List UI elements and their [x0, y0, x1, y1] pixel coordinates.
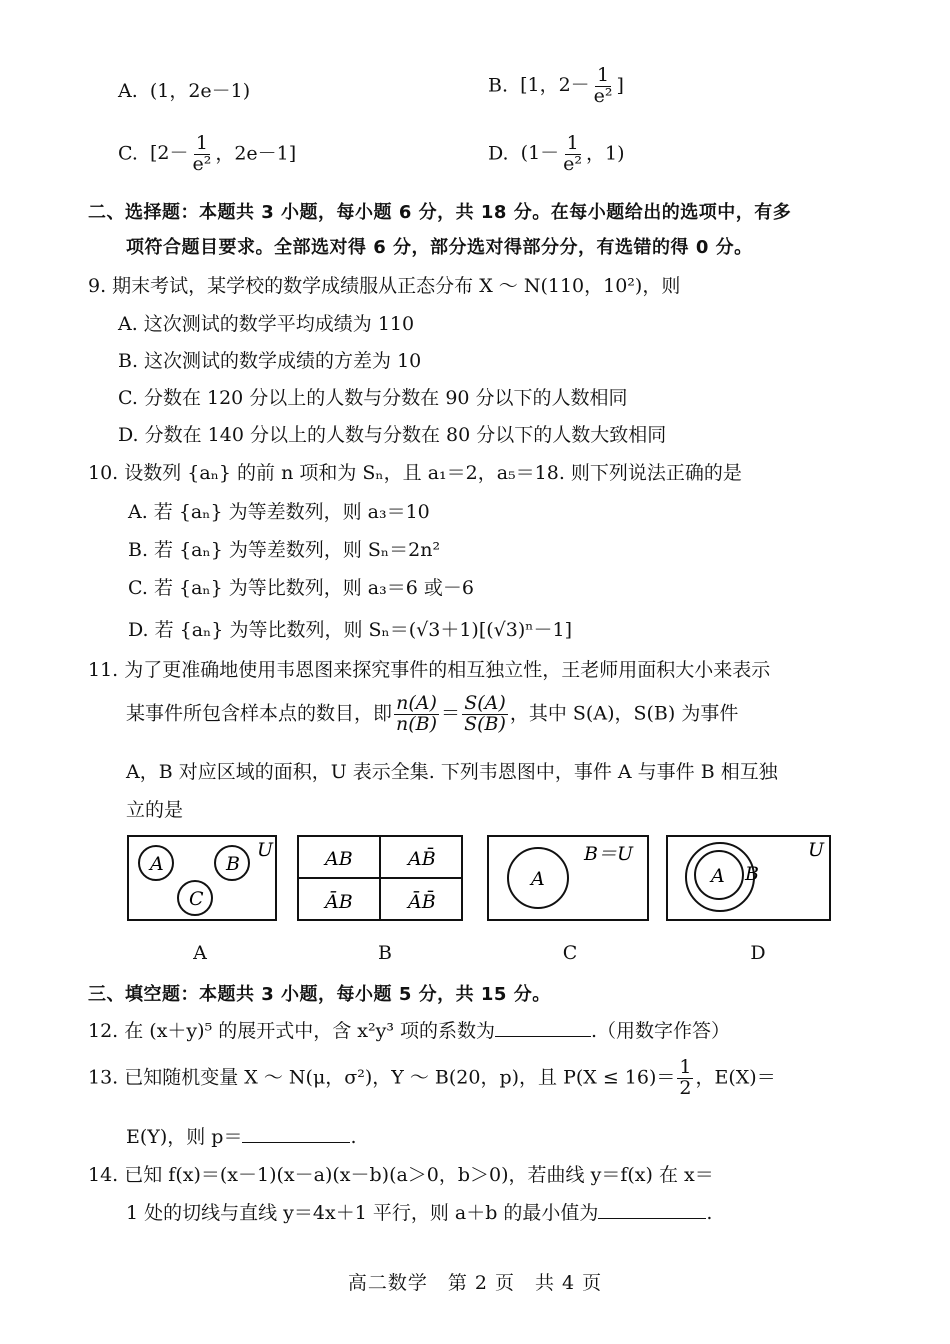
figure-caption-c: C — [562, 942, 578, 964]
venn-a-circle2-label: B — [226, 853, 240, 875]
q12-text: 12. 在 (x＋y)⁵ 的展开式中，含 x²y³ 项的系数为 — [88, 1020, 495, 1042]
option-text-end: ，2e－1] — [215, 142, 297, 165]
q14-line2-end: . — [706, 1202, 713, 1224]
venn-b-cell-bl: ĀB — [325, 891, 353, 913]
option-text: [1，2－ — [520, 74, 590, 97]
option-text: (1－ — [520, 142, 560, 165]
option-label: C. — [118, 142, 138, 165]
q9-option-d: D. 分数在 140 分以上的人数与分数在 80 分以下的人数大致相同 — [118, 424, 667, 446]
option-label: D. — [488, 142, 509, 165]
q8-option-c — [118, 134, 296, 175]
option-label: B. — [488, 74, 509, 97]
q11-line2 — [126, 694, 738, 735]
option-fraction: $\frac{1}{\text{e²}}$ — [192, 132, 212, 175]
option-fraction: $\frac{1}{\text{e²}}$ — [593, 64, 613, 107]
page-footer: 高二数学 第 2 页 共 4 页 — [347, 1272, 603, 1294]
venn-figure-c — [488, 836, 648, 920]
venn-b-cell-tr: AB̄ — [408, 848, 436, 870]
q13-answer-blank[interactable] — [242, 1141, 350, 1143]
section3-heading: 三、填空题：本题共 3 小题，每小题 5 分，共 15 分。 — [88, 984, 551, 1005]
venn-b-cell-tl: AB — [325, 848, 353, 870]
option-text: (1，2e－1) — [149, 80, 251, 102]
q8-option-a — [118, 76, 250, 103]
q14-line2-text: 1 处的切线与直线 y＝4x＋1 平行，则 a＋b 的最小值为 — [126, 1202, 599, 1224]
q11-line1: 11. 为了更准确地使用韦恩图来探究事件的相互独立性，王老师用面积大小来表示 — [88, 659, 771, 681]
option-text-end: ] — [616, 74, 624, 97]
q9-stem: 9. 期末考试，某学校的数学成绩服从正态分布 X ～ N(110，10²)，则 — [88, 275, 681, 297]
figure-caption-d: D — [750, 942, 766, 964]
q13-line2-text: E(Y)，则 p＝ — [126, 1126, 243, 1148]
venn-c-circle-label: A — [531, 868, 545, 890]
venn-figure-b — [298, 836, 462, 920]
option-label: A. — [118, 80, 138, 102]
section2-heading-line1: 二、选择题：本题共 3 小题，每小题 6 分，共 18 分。在每小题给出的选项中，有多 — [88, 202, 792, 223]
q11-equals: ＝ — [441, 702, 461, 725]
venn-c-universe-label: B＝U — [584, 843, 633, 865]
q13-line1 — [88, 1058, 776, 1099]
q9-option-b: B. 这次测试的数学成绩的方差为 10 — [118, 350, 422, 372]
q10-option-b: B. 若 {aₙ} 为等差数列，则 Sₙ＝2n² — [128, 539, 441, 561]
q11-fraction-n: $\frac{n(A)}{n(B)}$ — [396, 692, 438, 735]
q14-line1: 14. 已知 f(x)＝(x－1)(x－a)(x－b)(a＞0，b＞0)，若曲线 y＝f(x) 在 x＝ — [88, 1164, 714, 1186]
q11-line4: 立的是 — [126, 799, 184, 821]
figure-caption-a: A — [193, 942, 207, 964]
venn-figure-a — [128, 836, 276, 920]
venn-a-circle3-label: C — [189, 888, 204, 910]
q13-text: 13. 已知随机变量 X ～ N(μ，σ²)，Y ～ B(20，p)，且 P(X ≤ 16)＝ — [88, 1066, 676, 1089]
option-fraction: $\frac{1}{\text{e²}}$ — [563, 132, 583, 175]
option-text: [2－ — [149, 142, 189, 165]
q11-line3: A，B 对应区域的面积，U 表示全集. 下列韦恩图中，事件 A 与事件 B 相互独 — [126, 761, 778, 783]
q8-option-d — [488, 134, 625, 175]
venn-b-cell-br: ĀB̄ — [408, 891, 436, 913]
q11-fraction-s: $\frac{S(A)}{S(B)}$ — [464, 692, 506, 735]
venn-a-universe-label: U — [257, 839, 274, 861]
q10-option-d: D. 若 {aₙ} 为等比数列，则 Sₙ＝(√3＋1)[(√3)ⁿ－1] — [128, 619, 572, 641]
q12-text-end: .（用数字作答） — [591, 1020, 731, 1042]
venn-figure-d — [667, 836, 830, 920]
q10-stem: 10. 设数列 {aₙ} 的前 n 项和为 Sₙ，且 a₁＝2，a₅＝18. 则下列说法正确的是 — [88, 462, 742, 484]
q8-option-b — [488, 66, 624, 107]
venn-d-outer-label: B — [745, 863, 759, 885]
q13-line2-end: . — [350, 1126, 357, 1148]
figure-caption-b: B — [378, 942, 392, 964]
section2-heading-line2: 项符合题目要求。全部选对得 6 分，部分选对得部分分，有选错的得 0 分。 — [126, 237, 753, 258]
q12-answer-blank[interactable] — [495, 1035, 591, 1037]
q11-line2-post: ，其中 S(A)，S(B) 为事件 — [509, 702, 739, 725]
q9-option-a: A. 这次测试的数学平均成绩为 110 — [118, 313, 415, 335]
q12 — [88, 1016, 730, 1043]
q13-line2 — [126, 1122, 357, 1149]
q10-option-a: A. 若 {aₙ} 为等差数列，则 a₃＝10 — [128, 501, 430, 523]
q14-answer-blank[interactable] — [598, 1217, 706, 1219]
q11-line2-pre: 某事件所包含样本点的数目，即 — [126, 702, 393, 725]
q13-fraction: $\frac{1}{2}$ — [679, 1056, 692, 1099]
venn-d-universe-label: U — [808, 839, 825, 861]
venn-a-circle1-label: A — [150, 853, 164, 875]
q13-text-end: ，E(X)＝ — [695, 1066, 776, 1089]
q14-line2 — [126, 1198, 712, 1225]
option-text-end: ，1) — [586, 142, 625, 165]
venn-d-inner-label: A — [711, 865, 725, 887]
q9-option-c: C. 分数在 120 分以上的人数与分数在 90 分以下的人数相同 — [118, 387, 628, 409]
venn-figures — [0, 830, 950, 960]
q10-option-c: C. 若 {aₙ} 为等比数列，则 a₃＝6 或－6 — [128, 577, 474, 599]
